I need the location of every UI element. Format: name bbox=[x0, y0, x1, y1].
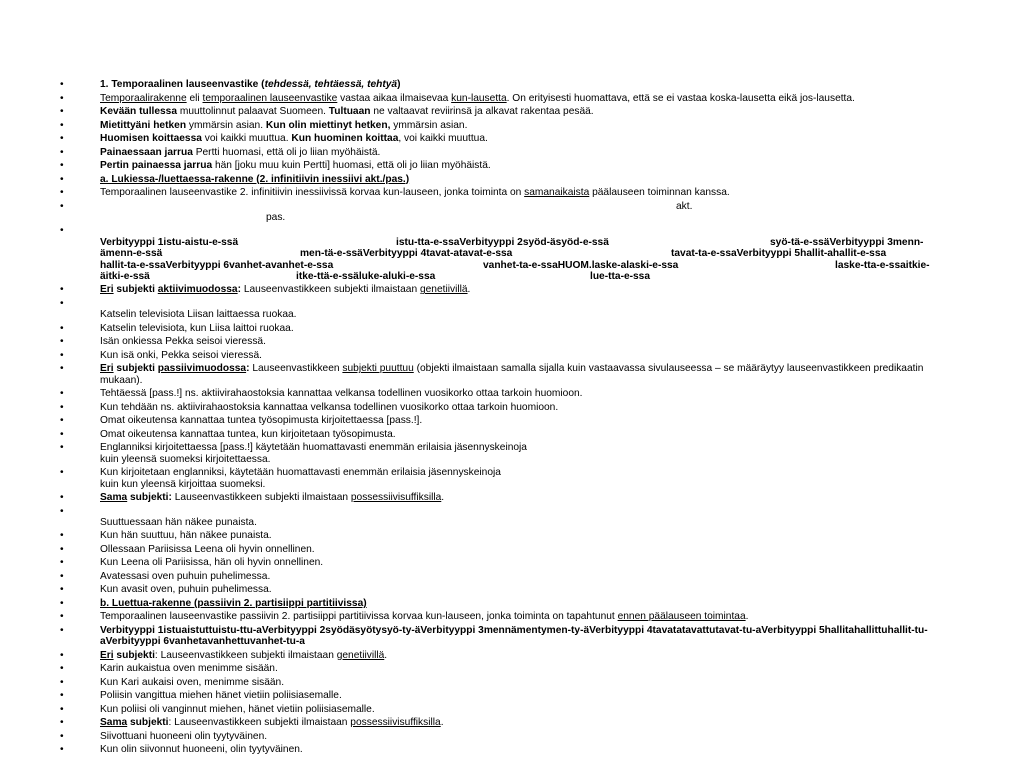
list-item: • Eri subjekti aktiivimuodossa: Lauseenvastikkeen subjekti ilmaistaan genetiivillä. bbox=[0, 284, 1024, 295]
list-item: • Pertin painaessa jarrua hän [joku muu kuin Pertti] huomasi, että oli jo liian myöhäistä. bbox=[0, 160, 1024, 171]
list-item: • Temporaalinen lauseenvastike 2. infinitiivin inessiivissä korvaa kun-lauseen, jonka toiminta on samanaikaista päälauseen toiminnan kanssa. bbox=[0, 187, 1024, 198]
list-item: • Kevään tullessa muuttolinnut palaavat Suomeen. Tultuaan ne valtaavat reviirinsä ja alkavat rakentaa pesää. bbox=[0, 106, 1024, 117]
list-item: • Englanniksi kirjoitettaessa [pass.!] käytetään huomattavasti enemmän erilaisia jäsennyskeinoja kuin yleensä suomeksi kirjoitettaessa. bbox=[0, 442, 1024, 465]
list-item: • Kun Leena oli Pariisissa, hän oli hyvin onnellinen. bbox=[0, 557, 1024, 568]
list-item: • Isän onkiessa Pekka seisoi vieressä. bbox=[0, 336, 1024, 347]
list-item: • Poliisin vangittua miehen hänet vietiin poliisiasemalle. bbox=[0, 690, 1024, 701]
list-item: • Eri subjekti: Lauseenvastikkeen subjekti ilmaistaan genetiivillä. bbox=[0, 650, 1024, 661]
verb-type-participle-list: • Verbityyppi 1istuaistuttuistu-ttu-aVerbityyppi 2syödäsyötysyö-ty-äVerbityyppi 3mennämentymen-ty-äVerbityyppi 4tavatatavattutavat-tu-aVerbityyppi 5hallitahallittuhallit-tu-aVerbityyppi 6vanhetavanhettuvanhet-tu-a bbox=[0, 625, 1024, 648]
list-item: • Kun avasit oven, puhuin puhelimessa. bbox=[0, 584, 1024, 595]
list-item: • Suuttuessaan hän näkee punaista. bbox=[0, 506, 1024, 529]
list-item: • Kun tehdään ns. aktiivirahaostoksia kannattaa velkansa todellinen vuosikorko ottaa tarkoin huomioon. bbox=[0, 402, 1024, 413]
list-item: • Tehtäessä [pass.!] ns. aktiivirahaostoksia kannattaa velkansa todellinen vuosikorko ottaa tarkoin huomioon. bbox=[0, 388, 1024, 399]
list-item: • 1. Temporaalinen lauseenvastike (tehdessä, tehtäessä, tehtyä) bbox=[0, 79, 1024, 90]
list-item: • Ollessaan Pariisissa Leena oli hyvin onnellinen. bbox=[0, 544, 1024, 555]
list-item: • Mietittyäni hetken ymmärsin asian. Kun olin miettinyt hetken, ymmärsin asian. bbox=[0, 120, 1024, 131]
list-item: • Sama subjekti: Lauseenvastikkeen subjekti ilmaistaan possessiivisuffiksilla. bbox=[0, 717, 1024, 728]
list-item: • Kun isä onki, Pekka seisoi vieressä. bbox=[0, 350, 1024, 361]
list-item: • Siivottuani huoneeni olin tyytyväinen. bbox=[0, 731, 1024, 742]
pas-label: pas. bbox=[266, 211, 286, 223]
list-item: • Sama subjekti: Lauseenvastikkeen subjekti ilmaistaan possessiivisuffiksilla. bbox=[0, 492, 1024, 503]
table-header-akt-pas bbox=[0, 201, 1024, 224]
list-item: • Avatessasi oven puhuin puhelimessa. bbox=[0, 571, 1024, 582]
list-item: • Eri subjekti passiivimuodossa: Lauseenvastikkeen subjekti puuttuu (objekti ilmaistaan samalla sijalla kuin vastaavassa sivulauseessa – se määräytyy lauseenvastikkeen predikaatin mukaan). bbox=[0, 363, 1024, 386]
list-item: • Temporaalirakenne eli temporaalinen lauseenvastike vastaa aikaa ilmaisevaa kun-lausetta. On erityisesti huomattava, että se ei vastaa koska-lausetta eikä jos-lausetta. bbox=[0, 93, 1024, 104]
list-item: • Kun hän suuttuu, hän näkee punaista. bbox=[0, 530, 1024, 541]
akt-label: • akt. bbox=[676, 200, 693, 212]
list-item: • Temporaalinen lauseenvastike passiivin 2. partisiippi partitiivissa korvaa kun-lauseen, jonka toiminta on tapahtunut ennen päälauseen toimintaa. bbox=[0, 611, 1024, 622]
list-item: • Katselin televisiota, kun Liisa laittoi ruokaa. bbox=[0, 323, 1024, 334]
list-item: • Kun Kari aukaisi oven, menimme sisään. bbox=[0, 677, 1024, 688]
section-heading-a: • a. Lukiessa-/luettaessa-rakenne (2. infinitiivin inessiivi akt./pas.) bbox=[0, 174, 1024, 185]
section-heading-b: • b. Luettua-rakenne (passiivin 2. partisiippi partitiivissa) bbox=[0, 598, 1024, 609]
list-item: • Omat oikeutensa kannattaa tuntea, kun kirjoitetaan työsopimusta. bbox=[0, 429, 1024, 440]
list-item: • Huomisen koittaessa voi kaikki muuttua. Kun huominen koittaa, voi kaikki muuttua. bbox=[0, 133, 1024, 144]
document-bullet-list bbox=[0, 79, 1024, 758]
verb-type-table: • Verbityyppi 1istu-aistu-e-ssä istu-tta-e-ssaVerbityyppi 2syöd-äsyöd-e-ssä syö-tä-e-ssäVerbityyppi 3menn- ämenn-e-ssä men-tä-e-ssäVerbityyppi 4tavat-atavat-e-ssa tavat-ta-e-ssaVerbityyppi 5hallit-ahallit-e-ssa hallit-ta-e-ssaVerbityyppi 6vanhet-avanhet-e-ssa vanhet-ta-e-ssaHUOM.laske-alaski-e-ssa laske-tta-e-ssaitkie- äitki-e-ssä itke-ttä-e-ssäluke-aluki-e-ssa lue-tta-e-ssa bbox=[0, 225, 1024, 282]
list-item: • Kun poliisi oli vanginnut miehen, hänet vietiin poliisiasemalle. bbox=[0, 704, 1024, 715]
list-item: • Omat oikeutensa kannattaa tuntea työsopimusta kirjoitettaessa [pass.!]. bbox=[0, 415, 1024, 426]
list-item: • Katselin televisiota Liisan laittaessa ruokaa. bbox=[0, 298, 1024, 321]
list-item: • Kun olin siivonnut huoneeni, olin tyytyväinen. bbox=[0, 744, 1024, 755]
list-item: • Painaessaan jarrua Pertti huomasi, että oli jo liian myöhäistä. bbox=[0, 147, 1024, 158]
list-item: • Kun kirjoitetaan englanniksi, käytetään huomattavasti enemmän erilaisia jäsennyskeinoja kuin kun yleensä kirjoittaa suomeksi. bbox=[0, 467, 1024, 490]
list-item: • Karin aukaistua oven menimme sisään. bbox=[0, 663, 1024, 674]
